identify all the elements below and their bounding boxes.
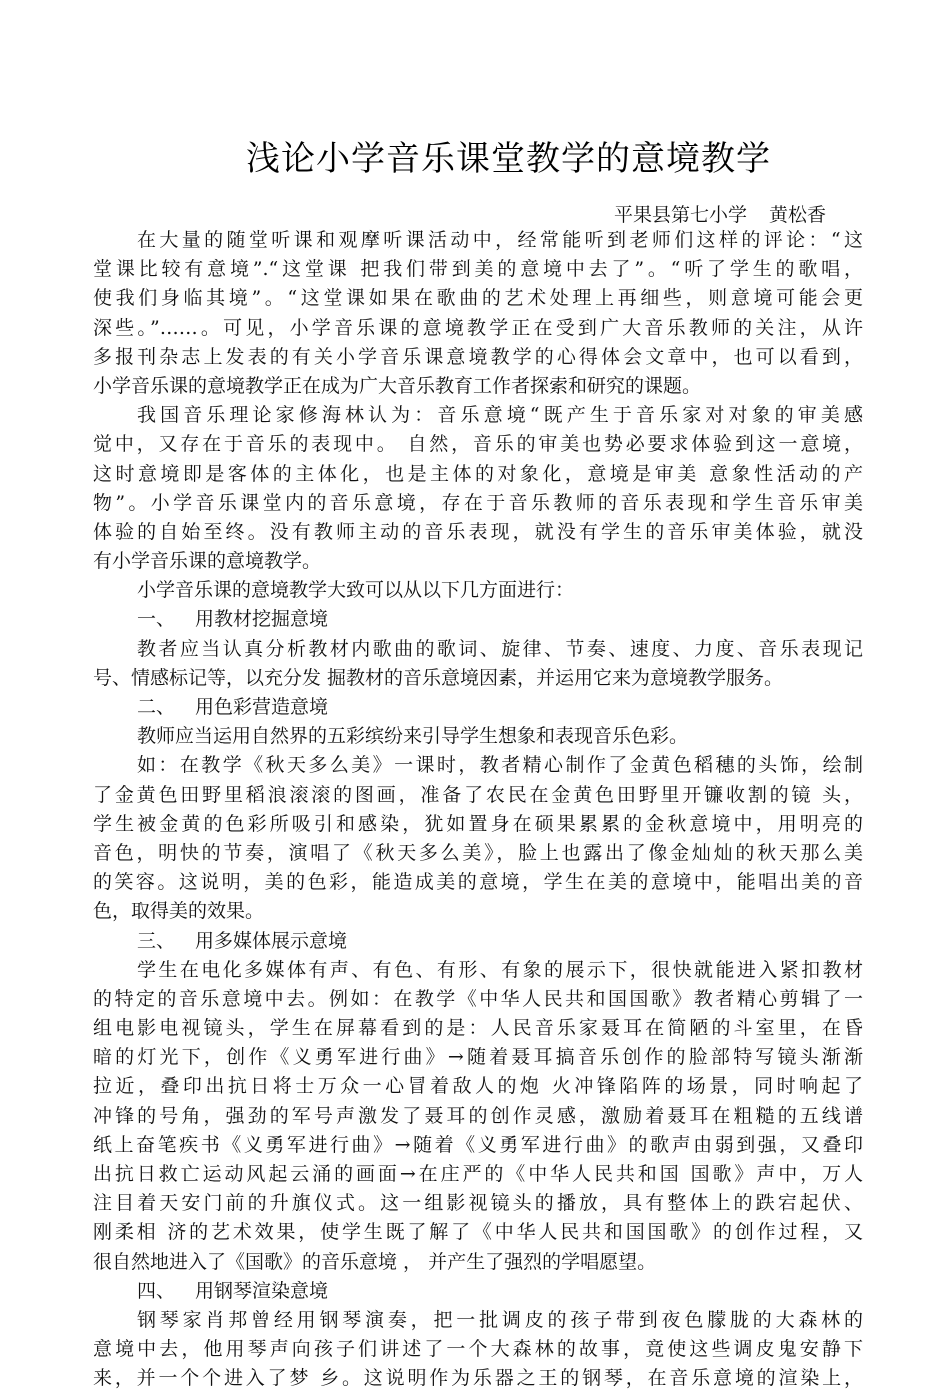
paragraph-line: 来，并一个个进入了梦 乡。这说明作为乐器之王的钢琴，在音乐意境的渲染上， [93,1367,863,1390]
paragraph-line: 拉近，叠印出抗日将士万众一心冒着敌人的炮 火冲锋陷阵的场景，同时响起了 [93,1075,863,1098]
paragraph-line: 深些。”……。可见，小学音乐课的意境教学正在受到广大音乐教师的关注，从许 [93,316,863,339]
paragraph-line: 教师应当运用自然界的五彩缤纷来引导学生想象和表现音乐色彩。 [137,725,689,748]
paragraph-line: 的笑容。这说明，美的色彩，能造成美的意境，学生在美的意境中，能唱出美的音 [93,871,863,894]
paragraph-line: 小学音乐课的意境教学大致可以从以下几方面进行： [137,579,575,602]
paragraph-line: 这时意境即是客体的主体化，也是主体的对象化，意境是审美 意象性活动的产 [93,462,863,485]
section-heading [93,927,863,956]
paragraph-line: 的特定的音乐意境中去。例如：在教学《中华人民共和国国歌》教者精心剪辑了一 [93,987,863,1010]
paragraph-line: 刚柔相 济的艺术效果，使学生既了解了《中华人民共和国国歌》的创作过程，又 [93,1221,863,1244]
paragraph-line: 音色，明快的节奏，演唱了《秋天多么美》，脸上也露出了像金灿灿的秋天那么美 [93,841,863,864]
document-body [93,226,863,1394]
section-title: 用多媒体展示意境 [195,929,348,952]
paragraph-line: 如：在教学《秋天多么美》一课时，教者精心制作了金黄色稻穗的头饰，绘制 [137,754,863,777]
section-title: 用色彩营造意境 [195,696,329,718]
paragraph-line: 体验的自始至终。没有教师主动的音乐表现，就没有学生的音乐审美体验，就没 [93,520,863,543]
author-school: 平果县第七小学 [614,204,748,226]
document-title: 浅论小学音乐课堂教学的意境教学 [246,139,771,179]
section-heading [93,605,863,634]
section-heading [93,1277,863,1306]
paragraph-line: 冲锋的号角，强劲的军号声激发了聂耳的创作灵感，激励着聂耳在粗糙的五线谱 [93,1104,863,1127]
paragraph-line: 出抗日救亡运动风起云涌的画面→在庄严的《中华人民共和国 国歌》声中，万人 [93,1163,863,1185]
section-number: 二、 [137,696,176,718]
section-number: 四、 [137,1279,176,1302]
section-title: 用钢琴渲染意境 [195,1279,329,1302]
paragraph-line: 学生被金黄的色彩所吸引和感染，犹如置身在硕果累累的金秋意境中，用明亮的 [93,812,863,835]
paragraph-line: 注目着天安门前的升旗仪式。这一组影视镜头的播放，具有整体上的跌宕起伏、 [93,1192,863,1215]
paragraph-line: 小学音乐课的意境教学正在成为广大音乐教育工作者探索和研究的课题。 [93,374,702,397]
paragraph-line: 使我们身临其境”。“这堂课如果在歌曲的艺术处理上再细些，则意境可能会更 [93,287,863,310]
paragraph-line: 我国音乐理论家修海林认为：音乐意境“既产生于音乐家对对象的审美感 [137,404,863,427]
paragraph-line: 纸上奋笔疾书《义勇军进行曲》→随着《义勇军进行曲》的歌声由弱到强，又叠印 [93,1133,863,1156]
section-number: 三、 [137,929,176,952]
paragraph-line: 了金黄色田野里稻浪滚滚的图画，准备了农民在金黄色田野里开镰收割的镜 头， [93,783,863,806]
paragraph-line: 色，取得美的效果。 [93,900,265,923]
paragraph-line: 学生在电化多媒体有声、有色、有形、有象的展示下，很快就能进入紧扣教材 [137,958,863,981]
section-heading [93,693,863,722]
paragraph-line: 教者应当认真分析教材内歌曲的歌词、旋律、节奏、速度、力度、音乐表现记 [137,637,863,660]
paragraph-line: 暗的灯光下，创作《义勇军进行曲》→随着聂耳搞音乐创作的脸部特写镜头渐渐 [93,1046,863,1069]
author-line [614,200,826,227]
paragraph-line: 觉中，又存在于音乐的表现中。 自然，音乐的审美也势必要求体验到这一意境， [93,433,863,456]
paragraph-line: 组电影电视镜头，学生在屏幕看到的是：人民音乐家聂耳在简陋的斗室里，在昏 [93,1017,863,1040]
paragraph-line: 多报刊杂志上发表的有关小学音乐课意境教学的心得体会文章中，也可以看到， [93,345,863,368]
section-title: 用教材挖掘意境 [195,608,329,631]
paragraph-line: 有小学音乐课的意境教学。 [93,550,322,573]
paragraph-line: 很自然地进入了《国歌》的音乐意境 ， 并产生了强烈的学唱愿望。 [93,1250,657,1273]
paragraph-line: 物”。小学音乐课堂内的音乐意境，存在于音乐教师的音乐表现和学生音乐审美 [93,491,863,514]
paragraph-line: 在大量的随堂听课和观摩听课活动中，经常能听到老师们这样的评论：“这 [137,229,863,251]
author-name: 黄松香 [769,204,827,226]
paragraph-line: 意境中去，他用琴声向孩子们讲述了一个大森林的故事，竟使这些调皮鬼安静下 [93,1338,863,1361]
paragraph-line: 号、情感标记等，以充分发 掘教材的音乐意境因素，并运用它来为意境教学服务。 [93,666,784,689]
paragraph-line: 堂课比较有意境”.“这堂课 把我们带到美的意境中去了”。“听了学生的歌唱， [93,258,863,281]
section-number: 一、 [137,608,176,631]
paragraph-line: 钢琴家肖邦曾经用钢琴演奏，把一批调皮的孩子带到夜色朦胧的大森林的 [137,1308,863,1331]
